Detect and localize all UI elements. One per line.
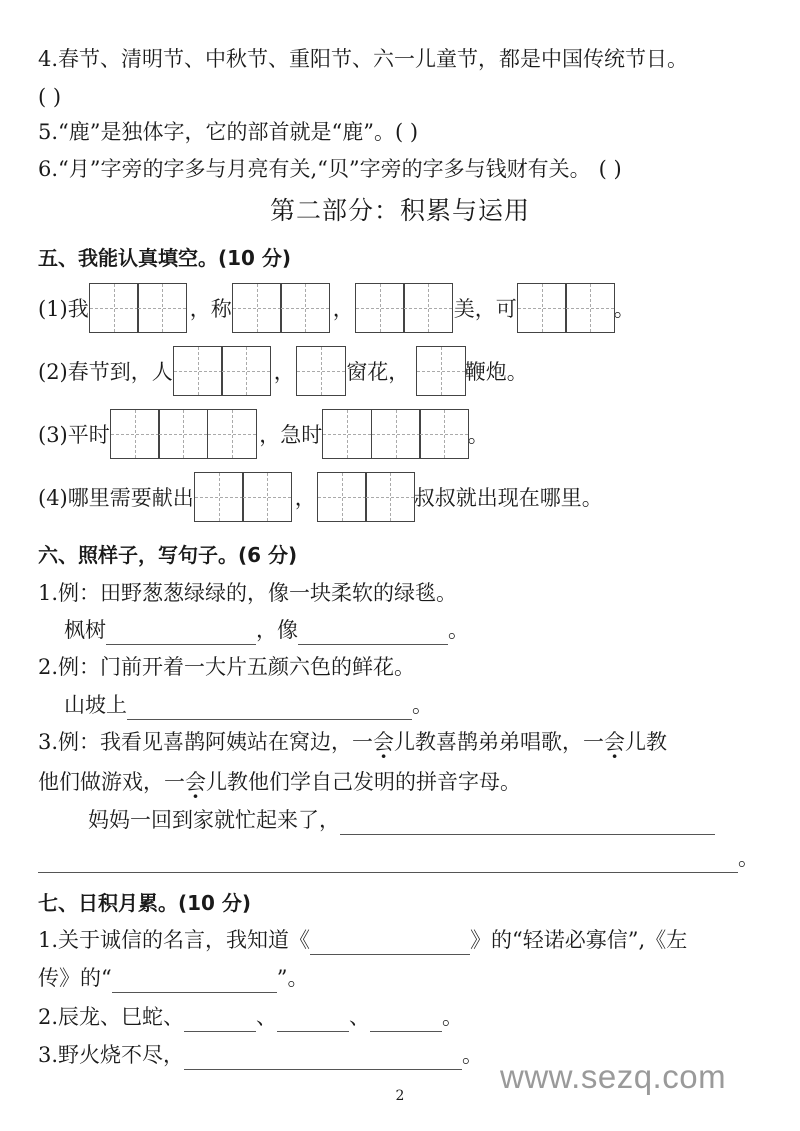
answer-3-line-1 [88, 805, 715, 835]
item-label: (4)哪里需要献出 [38, 486, 194, 510]
section-7-heading: 七、日积月累。(10 分) [38, 891, 252, 915]
item-label: (2)春节到，人 [38, 360, 173, 384]
answer-blank[interactable] [184, 1047, 462, 1070]
char-grid[interactable] [296, 346, 345, 396]
fill-item-3 [38, 409, 489, 459]
part-title: 第二部分：积累与运用 [269, 196, 530, 225]
text-segment: 2.辰龙、巳蛇、 [38, 1005, 185, 1029]
accumulation-3 [38, 1040, 483, 1070]
accumulation-2 [38, 1002, 463, 1032]
text-segment: 山坡上 [64, 693, 127, 717]
text-segment: 、 [349, 1005, 371, 1029]
text-segment: ，称 [189, 297, 232, 321]
text-segment: 。 [442, 1005, 464, 1029]
char-grid[interactable] [194, 472, 291, 522]
char-grid[interactable] [355, 283, 452, 333]
text-segment: ”。 [276, 966, 309, 990]
accumulation-1-line-1 [38, 925, 687, 955]
text-segment: 。 [412, 693, 433, 717]
section-5-heading: 五、我能认真填空。(10 分) [38, 246, 292, 270]
text-segment: 3.野火烧不尽， [38, 1043, 185, 1067]
question-6 [38, 154, 622, 184]
accumulation-1-line-2 [38, 963, 309, 993]
emphasis-dotted-text: 一会儿 [583, 730, 647, 754]
answer-blank[interactable] [370, 1009, 442, 1032]
answer-paren[interactable]: ( ) [38, 85, 62, 109]
char-grid[interactable] [232, 283, 329, 333]
text-segment: 1.关于诚信的名言，我知道《 [38, 928, 311, 952]
text-segment: 教 [646, 730, 668, 754]
fill-item-4 [38, 472, 603, 522]
example-1: 1.例：田野葱葱绿绿的，像一块柔软的绿毯。 [38, 581, 458, 605]
answer-paren[interactable]: ( ) [598, 157, 622, 181]
answer-paren[interactable]: ( ) [394, 120, 419, 144]
item-label: (1)我 [38, 297, 89, 321]
text-segment: 叔叔就出现在哪里。 [413, 486, 603, 510]
question-4 [38, 44, 688, 74]
fill-item-2 [38, 346, 528, 396]
text-segment: 传》的“ [38, 966, 112, 990]
question-5-text: 5.“鹿”是独体字，它的部首就是“鹿”。 [38, 120, 395, 144]
text-segment: 妈妈一回到家就忙起来了， [88, 808, 340, 832]
text-segment: 美，可 [453, 297, 517, 321]
char-grid[interactable] [517, 283, 614, 333]
char-grid[interactable] [317, 472, 414, 522]
text-segment: 教喜鹊弟弟唱歌， [415, 730, 584, 754]
answer-blank[interactable] [106, 622, 256, 645]
char-grid[interactable] [322, 409, 468, 459]
answer-3-line-2 [38, 843, 759, 873]
char-grid[interactable] [173, 346, 270, 396]
question-5 [38, 117, 418, 147]
example-3-line-2 [38, 767, 521, 797]
answer-blank[interactable] [38, 850, 738, 873]
text-segment: 。 [613, 297, 635, 321]
char-grid[interactable] [110, 409, 256, 459]
text-segment: ，像 [256, 618, 298, 642]
fill-item-1 [38, 283, 635, 333]
emphasis-dotted-text: 一会儿 [164, 770, 227, 794]
question-6-text: 6.“月”字旁的字多与月亮有关,“贝”字旁的字多与钱财有关。 [38, 157, 591, 181]
char-grid[interactable] [416, 346, 465, 396]
text-segment: 教他们学自己发明的拼音字母。 [227, 770, 521, 794]
text-segment: ， [332, 297, 354, 321]
example-2: 2.例：门前开着一大片五颜六色的鲜花。 [38, 655, 416, 679]
question-4-text: 4.春节、清明节、中秋节、重阳节、六一儿童节，都是中国传统节日。 [38, 47, 689, 71]
text-segment: 3.例：我看见喜鹊阿姨站在窝边， [38, 730, 353, 754]
answer-blank[interactable] [127, 697, 412, 720]
text-segment: ，急时 [259, 423, 323, 447]
answer-1 [64, 615, 469, 645]
text-segment: 》的“轻诺必寡信”,《左 [470, 928, 688, 952]
text-segment: ， [273, 360, 295, 384]
text-segment: 窗花， [346, 360, 410, 384]
text-segment: 。 [448, 618, 469, 642]
item-label: (3)平时 [38, 423, 110, 447]
text-segment: 枫树 [64, 618, 106, 642]
page-number: 2 [395, 1088, 405, 1104]
text-segment: 、 [256, 1005, 278, 1029]
example-3-line-1 [38, 727, 667, 757]
section-6-heading: 六、照样子，写句子。(6 分) [38, 543, 298, 567]
text-segment: ， [294, 486, 316, 510]
text-segment: 。 [467, 423, 489, 447]
answer-blank[interactable] [340, 812, 715, 835]
text-segment: 。 [738, 846, 759, 870]
question-4-answer-paren[interactable] [38, 82, 61, 112]
answer-blank[interactable] [112, 970, 277, 993]
char-grid[interactable] [89, 283, 186, 333]
answer-blank[interactable] [298, 622, 448, 645]
answer-2 [64, 690, 433, 720]
text-segment: 他们做游戏， [38, 770, 164, 794]
watermark: www.sezq.com [500, 1058, 727, 1095]
emphasis-dotted-text: 一会儿 [352, 730, 416, 754]
text-segment: 。 [462, 1043, 484, 1067]
text-segment: 鞭炮。 [464, 360, 528, 384]
answer-blank[interactable] [310, 932, 470, 955]
answer-blank[interactable] [277, 1009, 349, 1032]
answer-blank[interactable] [184, 1009, 256, 1032]
